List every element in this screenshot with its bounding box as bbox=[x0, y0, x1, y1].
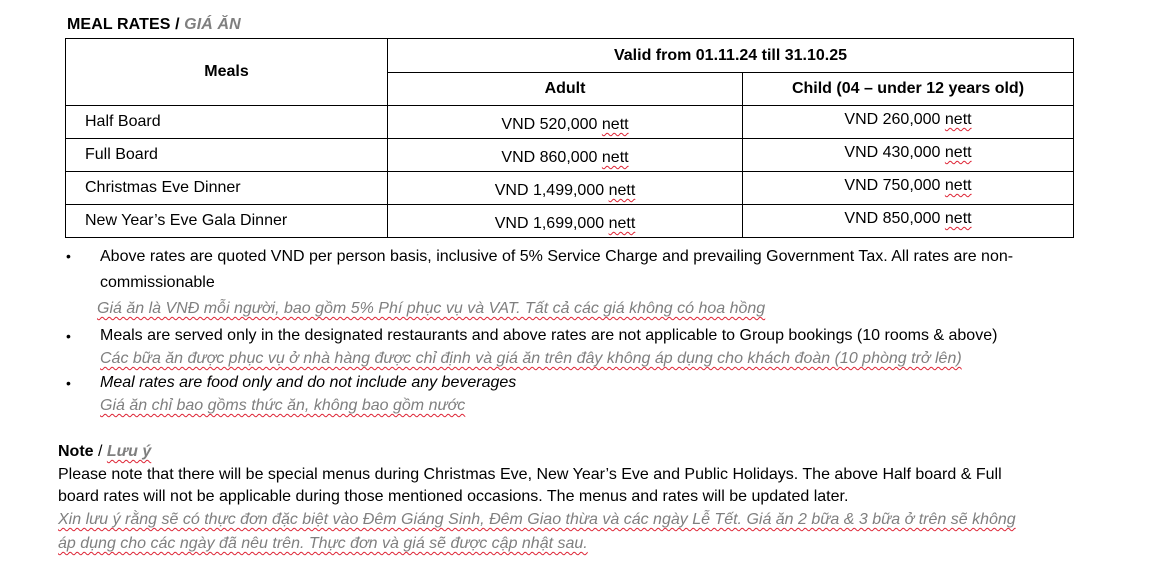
adult-price-value: VND 1,699,000 bbox=[494, 215, 605, 232]
bullet-1-en-line2: commissionable bbox=[100, 274, 215, 291]
section-title-separator: / bbox=[170, 16, 185, 33]
note-title bbox=[58, 443, 151, 461]
bullet-marker: • bbox=[66, 248, 71, 264]
note-vi-line1: Xin lưu ý rằng sẽ có thực đơn đặc biệt vào Đêm Giáng Sinh, Đêm Giao thừa và các ngày Lễ Tết. Giá ăn 2 bữa & 3 bữa ở trên sẽ không bbox=[58, 511, 1016, 528]
section-title-en: MEAL RATES bbox=[67, 16, 171, 33]
note-en-line2: board rates will not be applicable during those mentioned occasions. The menus and rates will be updated later. bbox=[58, 488, 849, 505]
note-en-line1: Please note that there will be special menus during Christmas Eve, New Year’s Eve and Public Holidays. The above Half board & Full bbox=[58, 466, 1002, 483]
meal-name: Christmas Eve Dinner bbox=[66, 172, 388, 205]
child-price bbox=[743, 106, 1074, 139]
header-meals: Meals bbox=[66, 39, 388, 106]
adult-price bbox=[388, 106, 743, 139]
adult-price bbox=[388, 139, 743, 172]
bullet-2-vi: Các bữa ăn được phục vụ ở nhà hàng được chỉ định và giá ăn trên đây không áp dụng cho khách đoàn (10 phòng trở lên) bbox=[100, 350, 962, 367]
section-title bbox=[67, 16, 241, 34]
bullet-marker: • bbox=[66, 375, 71, 391]
unit-label: nett bbox=[601, 149, 629, 166]
meal-name: Full Board bbox=[66, 139, 388, 172]
bullet-3-vi: Giá ăn chỉ bao gồms thức ăn, không bao gồm nước bbox=[100, 397, 466, 414]
bullet-3-en: Meal rates are food only and do not include any beverages bbox=[100, 374, 517, 391]
child-price-value: VND 850,000 bbox=[844, 210, 941, 227]
bullet-marker: • bbox=[66, 328, 71, 344]
bullet-2-en: Meals are served only in the designated restaurants and above rates are not applicable to Group bookings (10 rooms & above) bbox=[100, 327, 998, 344]
child-price-value: VND 750,000 bbox=[844, 177, 941, 194]
section-title-vi: GIÁ ĂN bbox=[184, 16, 241, 33]
header-validity: Valid from 01.11.24 till 31.10.25 bbox=[388, 39, 1074, 73]
meal-name: Half Board bbox=[66, 106, 388, 139]
adult-price-value: VND 860,000 bbox=[501, 149, 598, 166]
adult-price bbox=[388, 205, 743, 238]
bullet-1-en-line1: Above rates are quoted VND per person basis, inclusive of 5% Service Charge and prevailing Government Tax. All rates are non- bbox=[100, 248, 1014, 265]
adult-price-value: VND 520,000 bbox=[501, 116, 598, 133]
note-vi-line2: áp dụng cho các ngày đã nêu trên. Thực đơn và giá sẽ được cập nhật sau. bbox=[58, 535, 588, 552]
bullet-1-vi: Giá ăn là VNĐ mỗi người, bao gồm 5% Phí phục vụ và VAT. Tất cả các giá không có hoa hồng bbox=[97, 300, 766, 317]
child-price bbox=[743, 172, 1074, 205]
unit-label: nett bbox=[601, 116, 629, 133]
unit-label: nett bbox=[944, 111, 972, 128]
child-price bbox=[743, 139, 1074, 172]
note-title-en: Note bbox=[58, 443, 94, 460]
header-adult: Adult bbox=[388, 73, 743, 106]
note-title-separator: / bbox=[93, 443, 107, 460]
unit-label: nett bbox=[944, 210, 972, 227]
note-title-vi: Lưu ý bbox=[106, 443, 152, 460]
header-child: Child (04 – under 12 years old) bbox=[743, 73, 1074, 106]
child-price-value: VND 430,000 bbox=[844, 144, 941, 161]
meal-name: New Year’s Eve Gala Dinner bbox=[66, 205, 388, 238]
adult-price-value: VND 1,499,000 bbox=[494, 182, 605, 199]
unit-label: nett bbox=[608, 215, 636, 232]
adult-price bbox=[388, 172, 743, 205]
unit-label: nett bbox=[944, 177, 972, 194]
child-price bbox=[743, 205, 1074, 238]
unit-label: nett bbox=[944, 144, 972, 161]
table-row bbox=[66, 172, 1074, 205]
table-row bbox=[66, 106, 1074, 139]
unit-label: nett bbox=[608, 182, 636, 199]
meal-rates-table bbox=[65, 38, 1074, 238]
table-row bbox=[66, 139, 1074, 172]
table-row bbox=[66, 205, 1074, 238]
child-price-value: VND 260,000 bbox=[844, 111, 941, 128]
